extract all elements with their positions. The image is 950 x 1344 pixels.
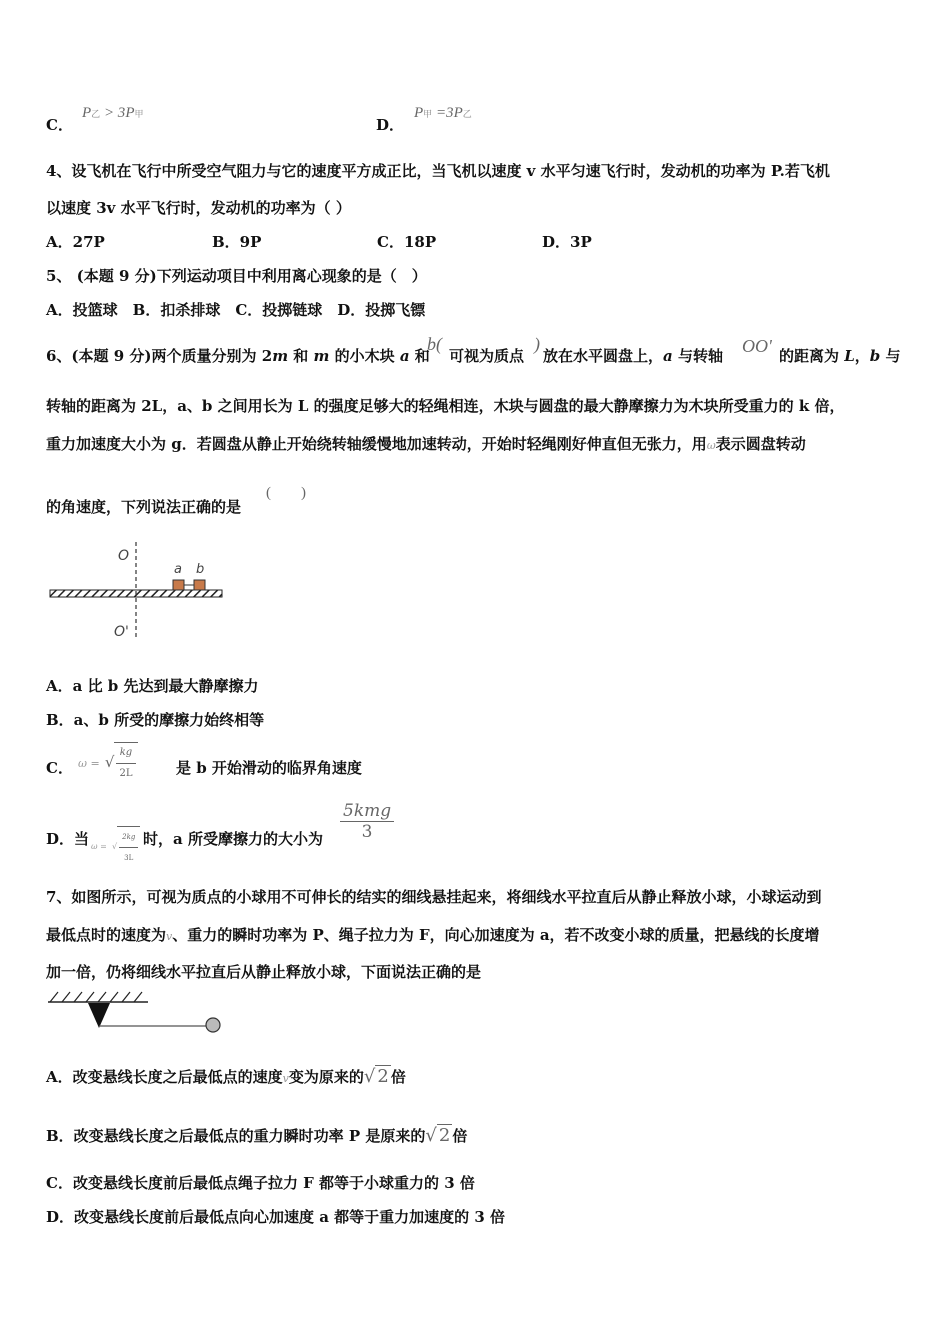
- q6-option-c-label: C．: [46, 759, 73, 777]
- q7-pendulum-figure: [46, 988, 228, 1038]
- label-O-prime: O': [114, 624, 129, 640]
- q6-stem-line1: 6、(本题 9 分)两个质量分别为 2m 和 m 的小木块 a 和: [46, 347, 430, 365]
- q6-b-var: b(: [427, 334, 442, 354]
- q3-option-c: [46, 115, 73, 135]
- q6-stem-line1-part3: 放在水平圆盘上，a 与转轴: [543, 347, 723, 365]
- q7-option-b: B．改变悬线长度之后最低点的重力瞬时功率 P 是原来的√ 2 倍: [46, 1125, 468, 1146]
- q7-stem-line2: 最低点时的速度为v、重力的瞬时功率为 P、绳子拉力为 F，向心加速度为 a，若不改变小球的质量，把悬线的长度增: [46, 926, 820, 944]
- ball: [206, 1018, 220, 1032]
- q6-option-d-label: D．当: [46, 830, 90, 848]
- q6-stem-line3: 重力加速度大小为 g．若圆盘从静止开始绕转轴缓慢地加速转动，开始时轻绳刚好伸直但无张力，用ω表示圆盘转动: [46, 435, 806, 453]
- q7-stem-line1: 7、如图所示，可视为质点的小球用不可伸长的结实的细线悬挂起来，将细线水平拉直后从静止释放小球，小球运动到: [46, 888, 822, 906]
- q6-option-a: A．a 比 b 先达到最大静摩擦力: [46, 677, 259, 695]
- q6-stem-line1-part4: 的距离为 L，b 与: [779, 347, 901, 365]
- q7-stem-line3: 加一倍，仍将细线水平拉直后从静止释放小球，下面说法正确的是: [46, 963, 482, 981]
- q4-option-c: C．18P: [377, 233, 437, 251]
- q3-option-c-formula: P乙 > 3P甲: [82, 105, 144, 121]
- q3-option-d-label: D．: [376, 116, 405, 134]
- q6-stem-line1-part2: 可视为质点: [449, 347, 525, 365]
- q3-option-d-formula: P甲 =3P乙: [414, 105, 472, 121]
- block-a: [173, 580, 184, 590]
- q7-option-a: A．改变悬线长度之后最低点的速度v变为原来的√ 2 倍: [46, 1066, 406, 1087]
- q4-option-d: D．3P: [542, 233, 592, 251]
- q7-option-c: C．改变悬线长度前后最低点绳子拉力 F 都等于小球重力的 3 倍: [46, 1174, 475, 1192]
- pivot-mount: [88, 1003, 110, 1028]
- q6-paren: ): [534, 334, 540, 354]
- q5-options: A．投篮球 B．扣杀排球 C．投掷链球 D．投掷飞镖: [46, 301, 426, 319]
- q3-option-d: [376, 115, 404, 135]
- q5-stem: 5、 (本题 9 分)下列运动项目中利用离心现象的是（ ）: [46, 267, 427, 285]
- q6-axis-label: OO': [742, 336, 772, 356]
- label-a: a: [174, 562, 182, 577]
- q6-option-d-text: 时，a 所受摩擦力的大小为: [143, 830, 323, 848]
- q7-option-d: D．改变悬线长度前后最低点向心加速度 a 都等于重力加速度的 3 倍: [46, 1208, 506, 1226]
- q6-stem-line4: 的角速度，下列说法正确的是: [46, 498, 242, 516]
- q6-answer-paren: ( ): [266, 485, 306, 501]
- label-O: O: [118, 548, 130, 564]
- q6-option-d-fraction: $\frac{\text{5kmg}}{3}$: [340, 801, 394, 842]
- q6-option-c-formula: ω = √ $\frac{kg}{2L}$: [78, 742, 138, 784]
- q6-option-c-text: 是 b 开始滑动的临界角速度: [176, 759, 362, 777]
- q6-stem-line2: 转轴的距离为 2L，a、b 之间用长为 L 的强度足够大的轻绳相连，木块与圆盘的最大静摩擦力为木块所受重力的 k 倍，: [46, 397, 845, 415]
- q4-stem-line2: 以速度 3v 水平飞行时，发动机的功率为（ ）: [46, 199, 351, 217]
- block-b: [194, 580, 205, 590]
- q4-option-b: B．9P: [212, 233, 262, 251]
- q4-stem-line1: 4、设飞机在飞行中所受空气阻力与它的速度平方成正比，当飞机以速度 v 水平匀速飞行时，发动机的功率为 P.若飞机: [46, 162, 830, 180]
- q4-option-a: A．27P: [46, 233, 105, 251]
- q6-option-d-omega: ω = √ $\frac{2kg}{3L}$: [91, 826, 140, 868]
- q6-option-b: B．a、b 所受的摩擦力始终相等: [46, 711, 265, 729]
- q6-disk-figure: [46, 540, 236, 645]
- q3-option-c-label: C．: [46, 116, 73, 134]
- label-b: b: [196, 562, 205, 577]
